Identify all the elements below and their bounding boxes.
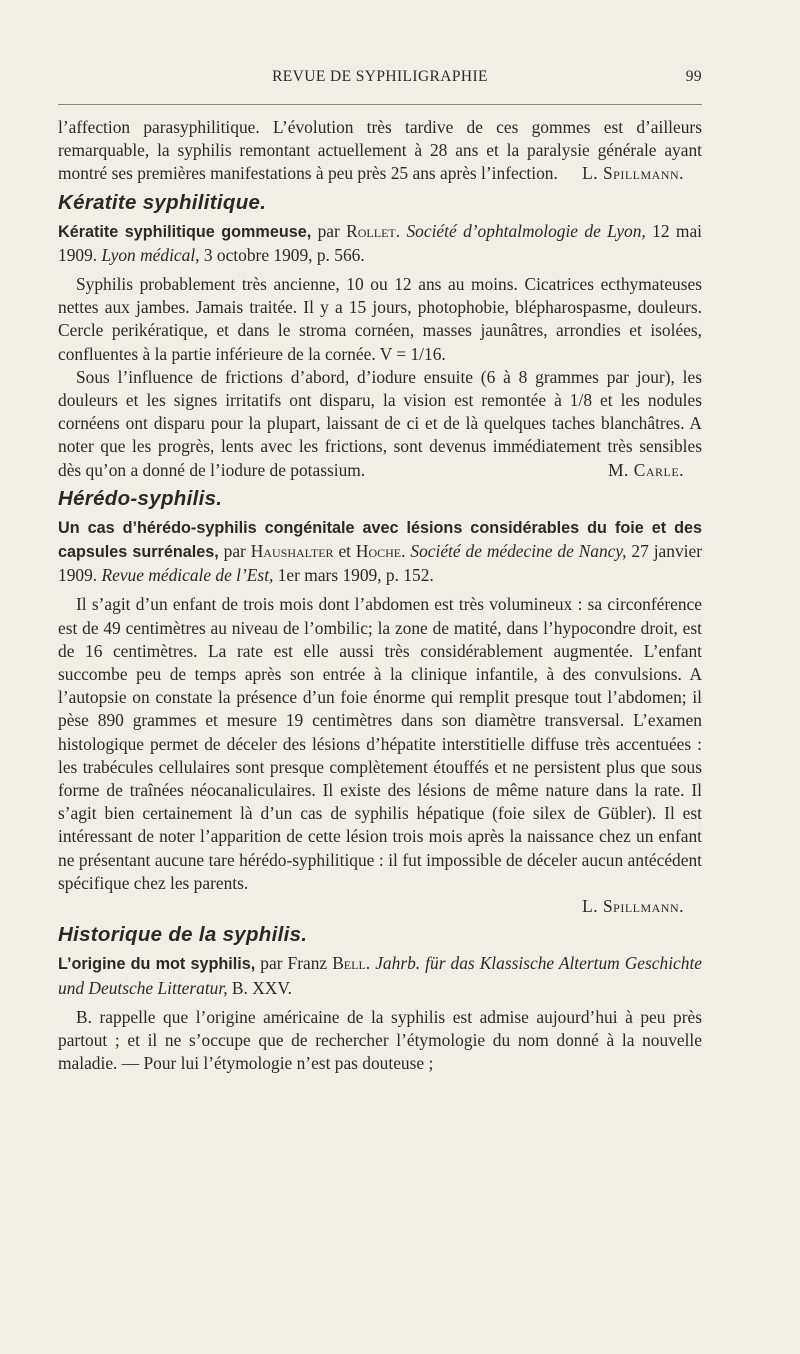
body-paragraph: Syphilis probablement très ancienne, 10 ou 12 ans au moins. Cicatrices ecthymateuses nettes aux jambes. Jamais traitée. Il y a 15 jours, photophobie, blépharospasme, douleurs. Cercle perikératique, et dans le stroma cornéen, masses jaunâtres, arrondies et isolées, confluentes à la partie inférieure de la cornée. V = 1/16.: [58, 274, 702, 364]
body-paragraph: Il s’agit d’un enfant de trois mois dont l’abdomen est très volumineux : sa circonférence est de 49 centimètres au niveau de l’ombilic; la zone de matité, dans l’hypocondre droit, est de 16 centimètres. La rate est elle aussi très considérablement augmentée. L’enfant succombe peu de temps après son entrée à la clinique infantile, à des convulsions. A l’autopsie on constate la présence d’un foie énorme qui remplit presque tout l’abdomen; il pèse 890 grammes et mesure 19 centimètres dans son diamètre transversal. L’examen histologique permet de déceler des lésions d’hépatite interstitielle diffuse très accentuées : les trabécules cellulaires sont presque complètement étouffés et ne persistent plus que sous forme de traînées néocanaliculaires. Il existe des lésions de même nature dans la rate. Il s’agit bien certainement là d’un cas de syphilis hépatique (foie silex de Gübler). Il est intéressant de noter l’apparition de cette lésion trois mois après la naissance chez un enfant ne présentant aucune tare hérédo-syphilitique : il fut impossible de déceler aucun antécédent spécifique chez les parents.: [58, 594, 702, 893]
citation-date: 12 mai 1909.: [58, 220, 703, 265]
intro-text: l’affection parasyphilitique. L’évolution très tardive de ces gommes est d’ailleurs remarquable, la syphilis remontant actuellement à 28 ans et la paralysie générale ayant montré ses premières manifestations à peu près 25 ans après l’infection.: [58, 117, 702, 184]
body-paragraph: [58, 366, 702, 482]
header-rule: [58, 104, 702, 105]
author-signature: L. Spillmann.: [582, 896, 684, 917]
intro-signature: L. Spillmann.: [582, 163, 684, 184]
source-name: Revue médicale de l’Est,: [101, 565, 274, 586]
source-name: Jahrb. für das Klassische Altertum Geschichte und Deutsche Litteratur,: [58, 953, 702, 998]
running-header: [58, 68, 702, 92]
citation-date: B. XXV.: [227, 977, 292, 998]
article-title: Un cas d’hérédo-syphilis congénitale avec lésions considérables du foie et des capsules surrénales,: [58, 518, 702, 562]
citation-text: .: [365, 953, 376, 974]
journal-title: REVUE DE SYPHILIGRAPHIE: [272, 68, 488, 85]
article-title: Kératite syphilitique gommeuse,: [58, 222, 312, 241]
citation-text: par: [218, 541, 251, 562]
citation-heredo: [58, 516, 702, 588]
intro-paragraph: [58, 116, 702, 186]
author-name: Hoche: [355, 541, 402, 562]
article-title: L’origine du mot syphilis,: [58, 955, 256, 974]
author-name: Rollet: [346, 220, 396, 241]
page-number: 99: [685, 68, 702, 85]
section-heading-historique: Historique de la syphilis.: [58, 923, 308, 947]
section-heading-heredo: Hérédo-syphilis.: [58, 486, 223, 510]
section-heading-keratite: Kératite syphilitique.: [58, 190, 267, 214]
source-name: Société de médecine de Nancy,: [410, 541, 627, 562]
citation-text: .: [395, 220, 407, 241]
body-paragraph: B. rappelle que l’origine américaine de la syphilis est admise aujourd’hui à peu près partout ; et il ne s’occupe que de rechercher l’étymologie du nom donné à la nouvelle maladie. — Pour lui l’étymologie n’est pas douteuse ;: [58, 1006, 702, 1074]
citation-historique: [58, 952, 702, 999]
author-name: Bell: [332, 953, 366, 974]
citation-text: et: [333, 541, 356, 562]
citation-text: .: [401, 541, 411, 562]
citation-text: par Franz: [255, 953, 333, 974]
citation-date: 3 octobre 1909, p. 566.: [199, 244, 365, 265]
body-text: Sous l’influence de frictions d’abord, d’iodure ensuite (6 à 8 grammes par jour), les douleurs et les signes irritatifs ont disparu, la vision est remontée à 1/8 et les nodules cornéens ont disparu pour la plupart, laissant de ci et de là quelques taches blanchâtres. A noter que les progrès, lents avec les frictions, sont devenus immédiatement très sensibles dès qu’on a donné de l’iodure de potassium.: [58, 366, 702, 480]
source-name: Lyon médical,: [101, 244, 200, 265]
author-name: Haushalter: [250, 541, 334, 562]
source-name: Société d’ophtalmologie de Lyon,: [406, 220, 646, 241]
citation-date: 1er mars 1909, p. 152.: [273, 565, 434, 586]
author-signature: M. Carle.: [608, 459, 684, 480]
citation-keratite: [58, 220, 702, 267]
citation-text: par: [311, 220, 347, 241]
citation-date: 27 janvier 1909.: [58, 541, 702, 586]
page-body: [58, 116, 702, 1075]
